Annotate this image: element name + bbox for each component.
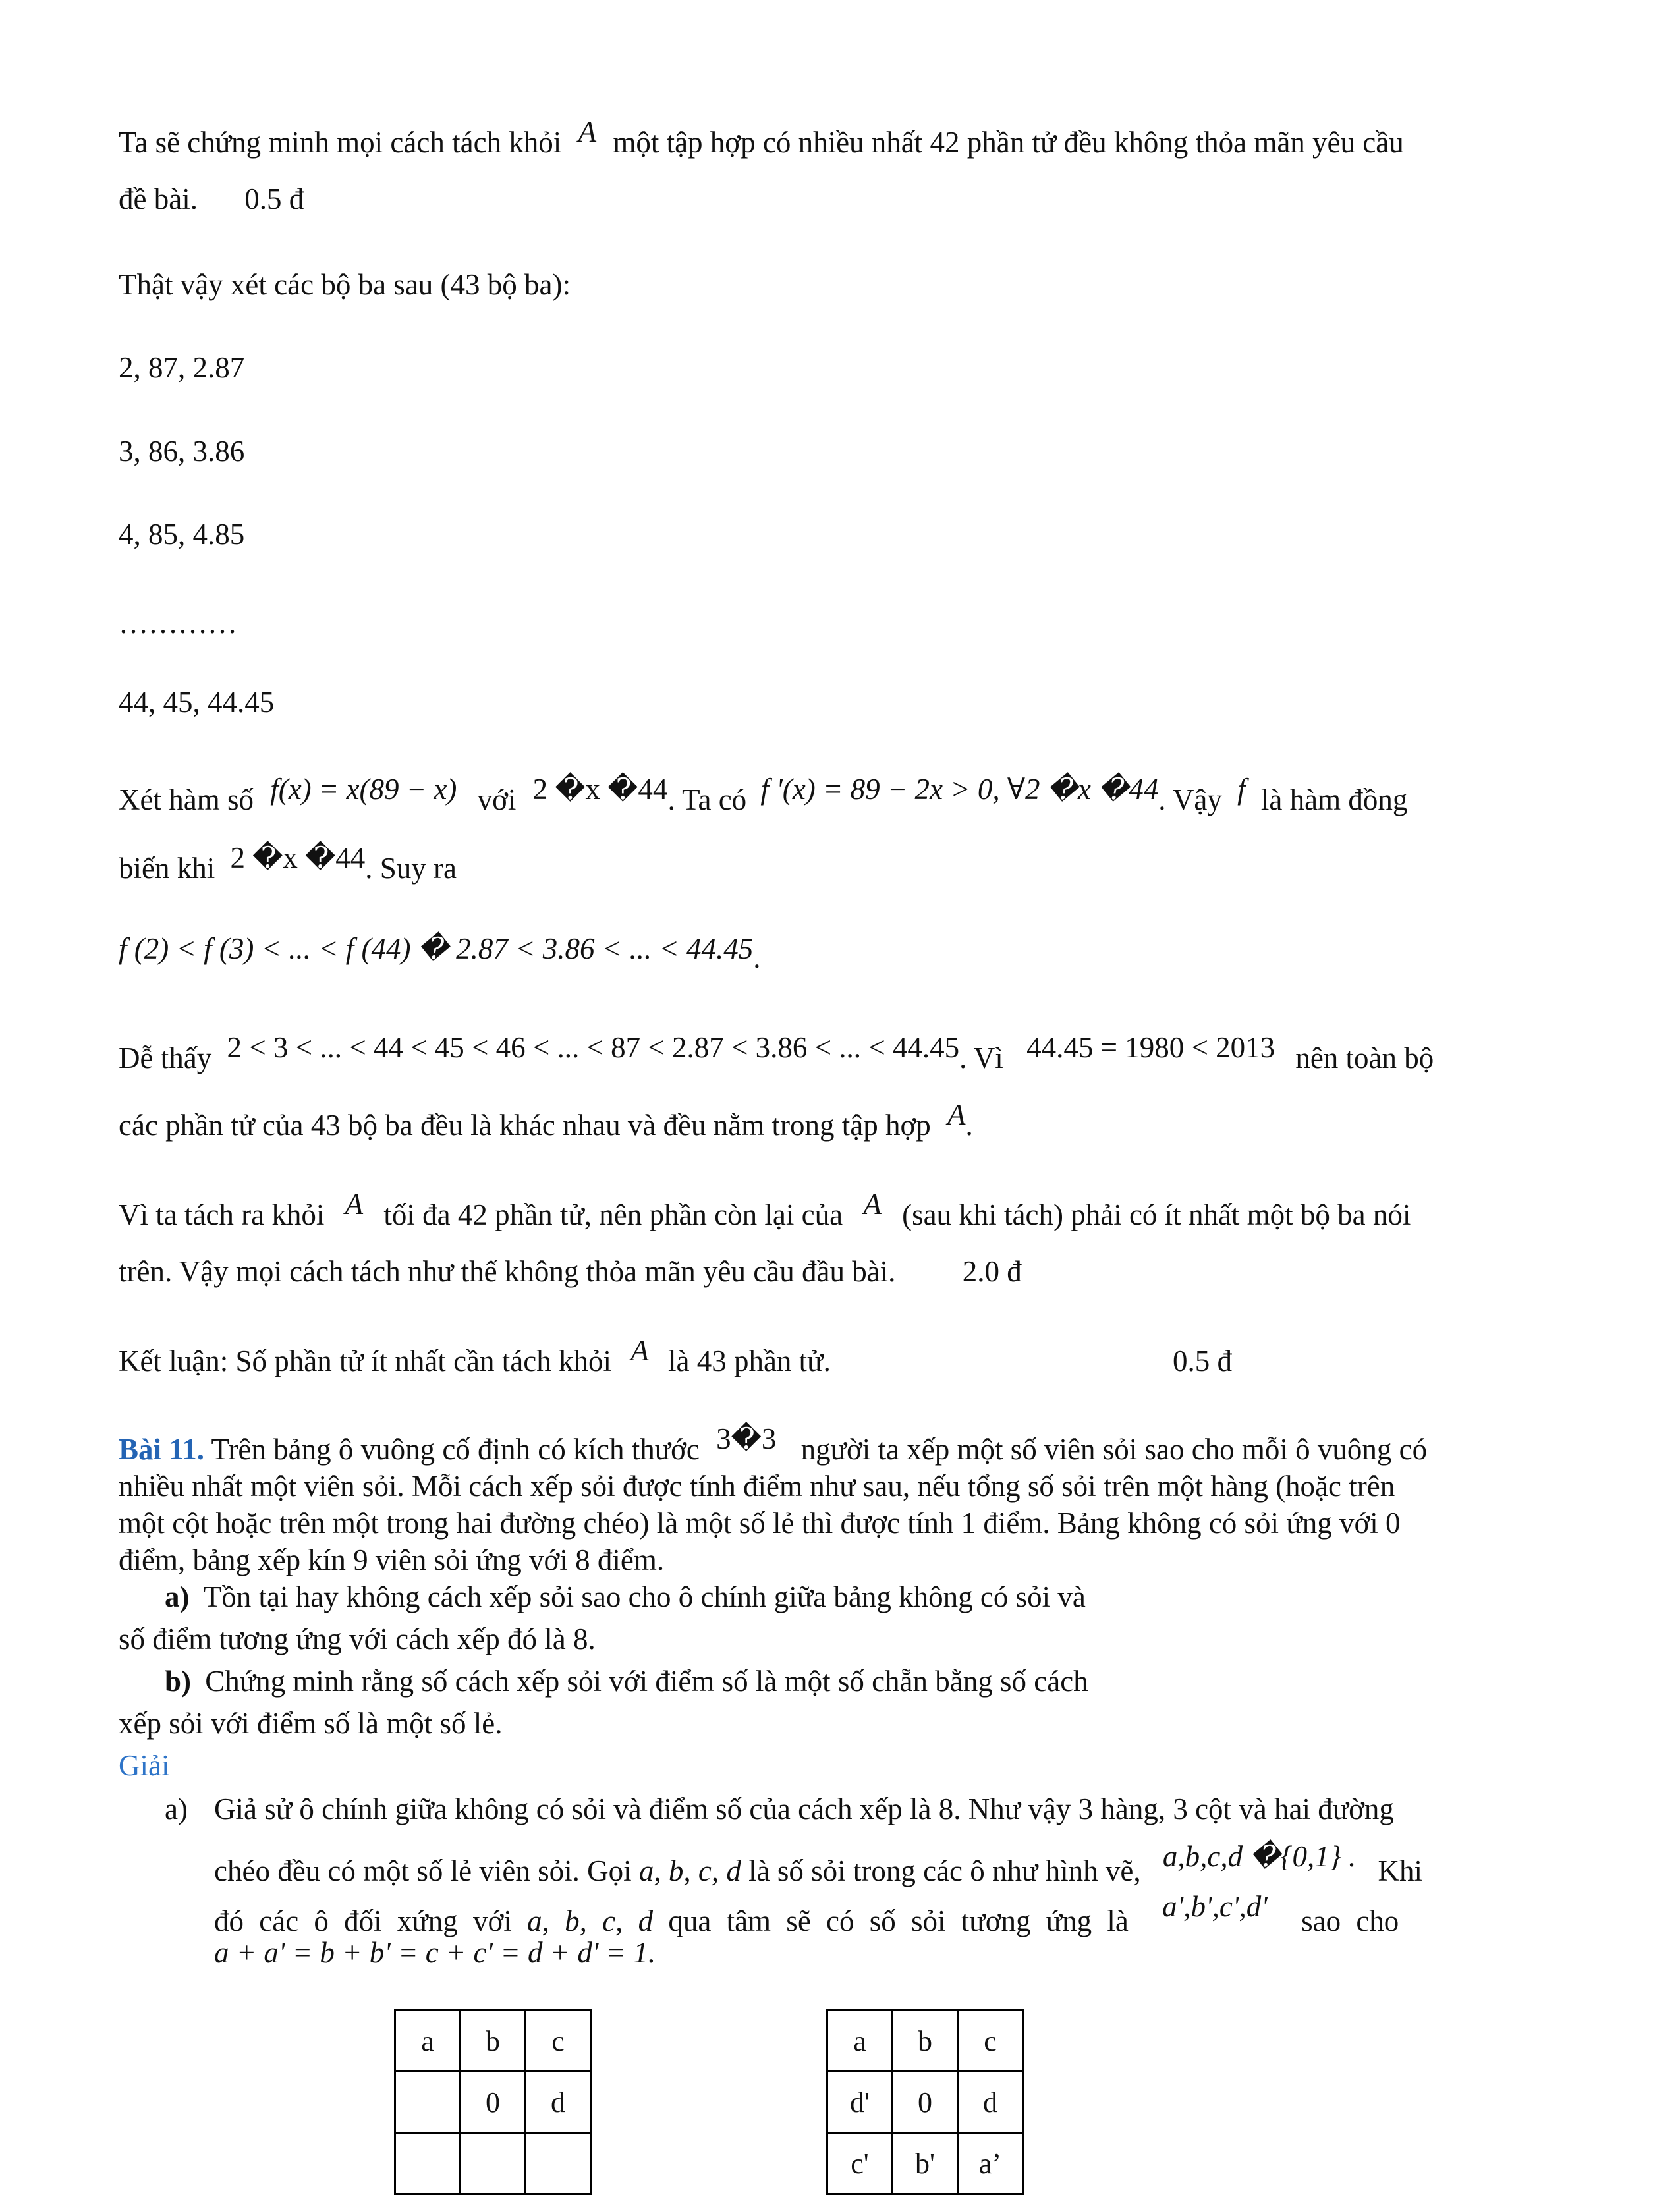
intro-line-2: [119, 179, 304, 219]
text: các phần tử của 43 bộ ba đều là khác nhau và đều nằm trong tập hợp: [119, 1109, 931, 1142]
text: Dễ thấy: [119, 1042, 212, 1074]
math-formula: f '(x) = 89 − 2x > 0, ∀2 �x �44: [760, 773, 1159, 806]
part-a-line-1: [165, 1577, 1086, 1617]
text: . Vậy: [1158, 783, 1222, 816]
problem-line-1: [119, 1422, 1428, 1469]
triples-intro: Thật vậy xét các bộ ba sau (43 bộ ba):: [119, 268, 571, 301]
text: Kết luận: Số phần tử ít nhất cần tách khỏi: [119, 1345, 611, 1377]
table-row: [395, 2011, 591, 2072]
math-var: f: [1237, 773, 1246, 806]
grid-cell: a: [395, 2011, 461, 2072]
grid-cell: [395, 2072, 461, 2133]
text: là 43 phần tử.: [667, 1345, 831, 1377]
argument-line-2: [119, 1252, 1022, 1291]
grid-cell: d': [827, 2072, 893, 2133]
grid-cell: [461, 2133, 526, 2194]
text: sao cho: [1301, 1904, 1399, 1937]
problem-title: Bài 11.: [119, 1433, 205, 1466]
text: Chứng minh rằng số cách xếp sỏi với điểm số là một số chẵn bằng số cách: [205, 1665, 1088, 1698]
grid-cell: [526, 2133, 591, 2194]
math-var: A: [345, 1188, 364, 1221]
text: biến khi: [119, 852, 215, 885]
triple-line: 44, 45, 44.45: [119, 686, 275, 719]
function-line-2: [119, 841, 457, 888]
score-label: 0.5 đ: [244, 182, 304, 215]
table-row: [395, 2133, 591, 2194]
math-var: A: [863, 1188, 882, 1221]
grid-cell: d: [958, 2072, 1023, 2133]
order-line-2: [119, 1098, 973, 1145]
order-line-1: [119, 1031, 1434, 1078]
grid-table-2: [826, 2009, 1024, 2195]
text: . Suy ra: [365, 852, 457, 885]
math-var: A: [630, 1334, 649, 1367]
conclusion-line: [119, 1334, 831, 1381]
ellipsis-line: …………: [119, 607, 237, 640]
text: tối đa 42 phần tử, nên phần còn lại của: [383, 1198, 843, 1231]
math-formula: 2 < 3 < ... < 44 < 45 < 46 < ... < 87 < 2.87 < 3.86 < ... < 44.45: [227, 1031, 960, 1064]
text: Xét hàm số: [119, 783, 254, 816]
math-var: A: [947, 1098, 966, 1131]
math-formula: f(x) = x(89 − x): [270, 773, 457, 806]
table-row: [395, 2072, 591, 2133]
solution-heading: Giải: [119, 1749, 170, 1782]
part-label: a): [165, 1580, 190, 1613]
math-formula: f (2) < f (3) < ... < f (44) � 2.87 < 3.86 < ... < 44.45: [119, 932, 754, 965]
score-label: 2.0 đ: [962, 1255, 1022, 1288]
function-line-1: [119, 773, 1408, 820]
grid-cell: a’: [958, 2133, 1023, 2194]
math-formula: 2 �x �44: [230, 841, 366, 874]
grid-cell: c': [827, 2133, 893, 2194]
triple-line: 2, 87, 2.87: [119, 351, 245, 384]
triple-line: 4, 85, 4.85: [119, 518, 245, 551]
grid-table-1: [394, 2009, 592, 2195]
grid-cell: [395, 2133, 461, 2194]
grid-cell: d: [526, 2072, 591, 2133]
part-a-line-2: số điểm tương ứng với cách xếp đó là 8.: [119, 1623, 596, 1655]
text: (sau khi tách) phải có ít nhất một bộ ba nói: [902, 1198, 1411, 1231]
math-formula: a,b,c,d �{0,1} .: [1162, 1840, 1357, 1873]
grid-cell: b': [893, 2133, 958, 2194]
grid-cell: 0: [893, 2072, 958, 2133]
text: . Vì: [959, 1042, 1003, 1074]
part-label: b): [165, 1665, 192, 1698]
argument-line-1: [119, 1188, 1411, 1235]
score-label: 0.5 đ: [1173, 1345, 1232, 1377]
text: người ta xếp một số viên sỏi sao cho mỗi ô vuông có: [800, 1433, 1428, 1466]
triple-line: 3, 86, 3.86: [119, 435, 245, 468]
grid-cell: b: [461, 2011, 526, 2072]
math-formula: 44.45 = 1980 < 2013: [1026, 1031, 1275, 1064]
math-vars: a, b, c, d: [638, 1854, 741, 1887]
text: là hàm đồng: [1260, 783, 1408, 816]
math-formula: a + a' = b + b' = c + c' = d + d' = 1.: [214, 1936, 656, 1969]
math-var: A: [578, 115, 597, 148]
function-chain: [119, 929, 761, 974]
problem-line-2: nhiều nhất một viên sỏi. Mỗi cách xếp sỏi được tính điểm như sau, nếu tổng số sỏi trên một hàng (hoặc trên: [119, 1470, 1395, 1503]
text: trên. Vậy mọi cách tách như thế không thỏa mãn yêu cầu đầu bài.: [119, 1255, 896, 1288]
math-formula: 2 �x �44: [532, 773, 668, 806]
math-formula: 3�3: [716, 1422, 777, 1455]
text: Trên bảng ô vuông cố định có kích thước: [211, 1433, 700, 1466]
text: nên toàn bộ: [1295, 1042, 1434, 1074]
text: đó các ô đối xứng với: [214, 1904, 512, 1937]
solution-line-1: Giả sử ô chính giữa không có sỏi và điểm số của cách xếp là 8. Như vậy 3 hàng, 3 cột và hai đường: [214, 1792, 1394, 1825]
text: với: [477, 783, 517, 816]
solution-line-4: [214, 1933, 656, 1972]
grid-cell: c: [526, 2011, 591, 2072]
part-b-line-2: xếp sỏi với điểm số là một số lẻ.: [119, 1707, 503, 1740]
part-b-line-1: [165, 1661, 1088, 1701]
text: chéo đều có một số lẻ viên sỏi. Gọi: [214, 1854, 632, 1887]
problem-line-4: điểm, bảng xếp kín 9 viên sỏi ứng với 8 điểm.: [119, 1543, 665, 1576]
text: Ta sẽ chứng minh mọi cách tách khỏi: [119, 126, 562, 159]
solution-line-2: [214, 1840, 1423, 1891]
text: Vì ta tách ra khỏi: [119, 1198, 325, 1231]
solution-label: a): [165, 1792, 188, 1825]
math-vars: a, b, c, d: [527, 1904, 654, 1937]
table-row: [827, 2133, 1023, 2194]
math-formula: a',b',c',d': [1162, 1890, 1268, 1923]
text: . Ta có: [667, 783, 747, 816]
text: .: [753, 941, 761, 974]
text: đề bài.: [119, 182, 198, 215]
text: một tập hợp có nhiều nhất 42 phần tử đều không thỏa mãn yêu cầu: [613, 126, 1404, 159]
table-row: [827, 2011, 1023, 2072]
intro-line-1: [119, 115, 1404, 162]
grid-cell: b: [893, 2011, 958, 2072]
problem-line-3: một cột hoặc trên một trong hai đường chéo) là một số lẻ thì được tính 1 điểm. Bảng không có sỏi ứng với 0: [119, 1507, 1401, 1540]
text: Tồn tại hay không cách xếp sỏi sao cho ô chính giữa bảng không có sỏi và: [203, 1580, 1086, 1613]
grid-cell: c: [958, 2011, 1023, 2072]
table-row: [827, 2072, 1023, 2133]
text: qua tâm sẽ có số sỏi tương ứng là: [668, 1904, 1129, 1937]
text: .: [965, 1109, 973, 1142]
grid-cell: a: [827, 2011, 893, 2072]
text: Khi: [1378, 1854, 1423, 1887]
text: là số sỏi trong các ô như hình vẽ,: [748, 1854, 1141, 1887]
grid-cell: 0: [461, 2072, 526, 2133]
